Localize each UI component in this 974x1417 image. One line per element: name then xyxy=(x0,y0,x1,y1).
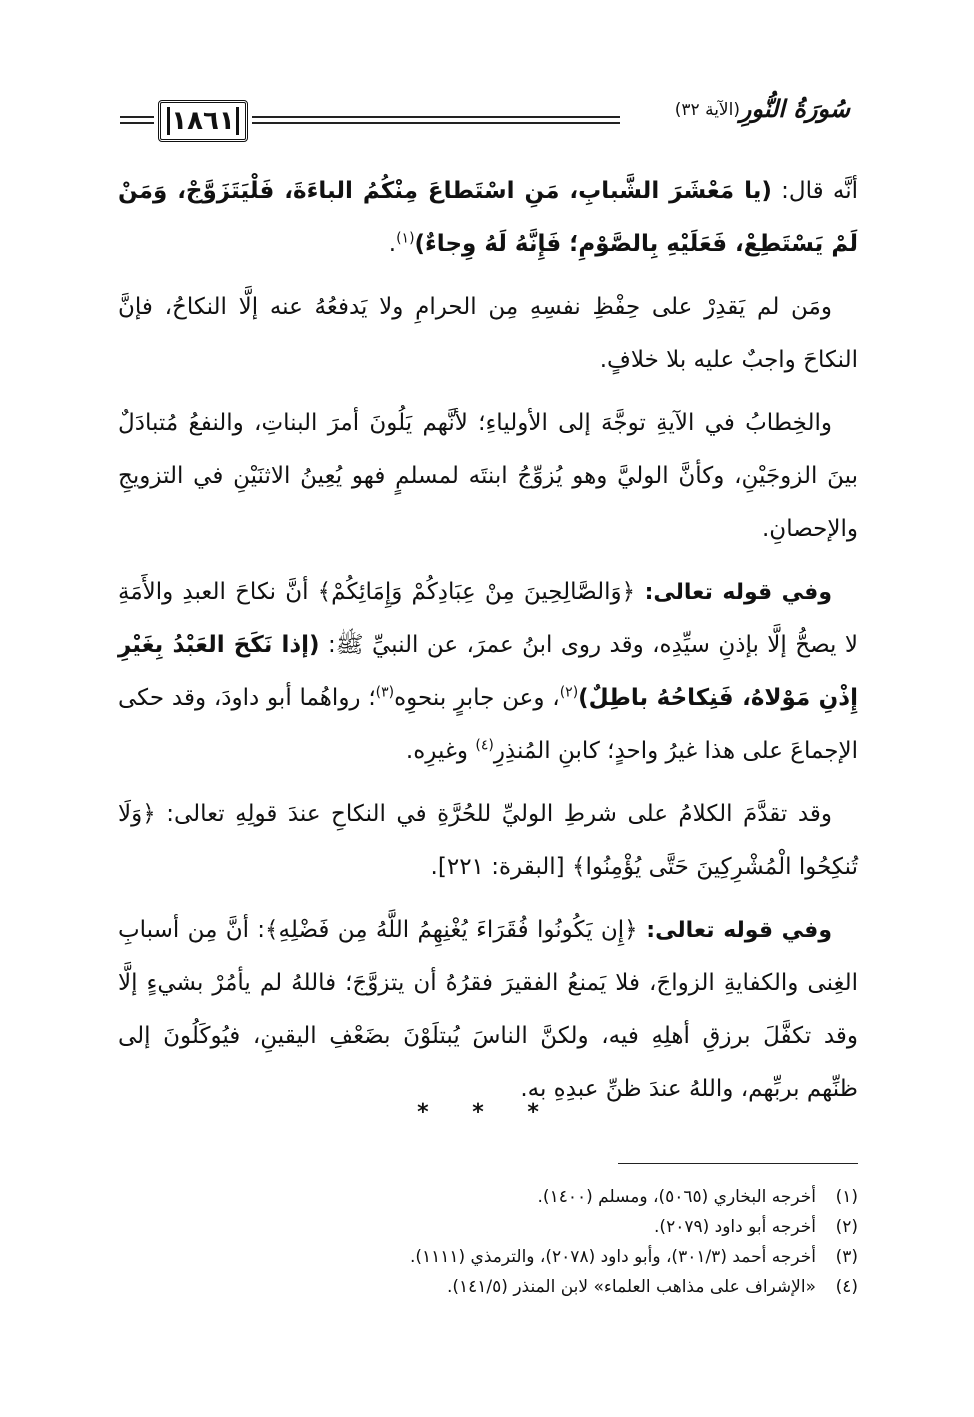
text-run: وغيرِه. xyxy=(405,738,476,764)
text-run: وقد تقدَّمَ الكلامُ على شرطِ الوليِّ للحُرَّةِ في النكاحِ عندَ قولِهِ تعالى: xyxy=(155,801,832,827)
header-rule-left xyxy=(120,116,154,132)
hadith-quote: (إذا نَكَحَ العَبْدُ بِغَيْرِ إِذْنِ مَوْلاهُ، فَنِكاحُهُ باطِلٌ) xyxy=(118,632,858,711)
page-header xyxy=(120,88,850,148)
footnote-item xyxy=(118,1272,858,1302)
paragraph-1 xyxy=(118,165,858,271)
footnote-item xyxy=(118,1242,858,1272)
quran-verse: ﴿إِن يَكُونُوا فُقَرَاءَ يُغْنِهِمُ اللَّهُ مِن فَضْلِهِ﴾ xyxy=(265,917,638,943)
footnote-number: (٤) xyxy=(835,1277,858,1297)
footnote-text: «الإشراف على مذاهب العلماء» لابن المنذر (١٤١/٥). xyxy=(446,1277,816,1297)
section-separator: * * * xyxy=(417,1100,557,1125)
paragraph-4 xyxy=(118,566,858,778)
paragraph-2: ومَن لم يَقدِرْ على حِفْظِ نفسِهِ مِن الحرامِ ولا يَدفعُهُ عنه إلَّا النكاحُ، فإنَّ النكاحَ واجبٌ عليه بلا خلافٍ. xyxy=(118,294,858,373)
text-run: . xyxy=(388,231,397,257)
footnote-item xyxy=(118,1212,858,1242)
text-run: أنَّه قال: xyxy=(771,178,858,204)
footnote-text: أخرجه أحمد (٣٠١/٣)، وأبو داود (٢٠٧٨)، والترمذي (١١١١). xyxy=(409,1247,816,1267)
footnote-ref: (١) xyxy=(396,230,415,247)
paragraph-6 xyxy=(118,904,858,1116)
lead-phrase: وفي قوله تعالى: xyxy=(635,580,833,605)
hadith-quote: (يا مَعْشَرَ الشَّبابِ، مَنِ اسْتَطاعَ مِنْكُمُ الباءَةَ، فَلْيَتَزَوَّجْ، وَمَنْ لَمْ يَسْتَطِعْ، فَعَلَيْهِ بِالصَّوْمِ؛ فَإِنَّهُ لَهُ وِجاءٌ) xyxy=(118,178,858,257)
text-run: : أنَّ مِن أسبابِ الغِنى والكفايةِ الزواجَ، فلا يَمنعُ الفقيرَ فقرُهُ أن يتزوَّجَ؛ فاللهُ لم يأمُرْ بشيءٍ إلَّا وقد تكفَّلَ برزقِ أهلِهِ فيه، ولكنَّ الناسَ يُبتلَوْنَ بضَعْفِ اليقينِ، فيُوكَلُونَ إلى ظنِّهم بربِّهم، واللهُ عندَ ظنِّ عبدِهِ به. xyxy=(118,917,858,1102)
footnote-ref: (٢) xyxy=(559,684,579,701)
footnote-divider xyxy=(618,1163,858,1164)
footnote-text: أخرجه أبو داود (٢٠٧٩). xyxy=(654,1217,816,1237)
paragraph-5 xyxy=(118,788,858,894)
ayah-reference: (الآية ٣٢) xyxy=(674,100,740,120)
surah-title: سُورَةُ النُّورِ xyxy=(739,94,850,123)
quran-verse: ﴿وَلَا تُنكِحُوا الْمُشْرِكِينَ حَتَّى يُؤْمِنُوا﴾ xyxy=(118,801,858,880)
lead-phrase: وفي قوله تعالى: xyxy=(637,918,832,943)
footnotes xyxy=(118,1182,858,1302)
text-run: أنَّ نكاحَ العبدِ والأَمَةِ لا يصحُّ إلَّا بإذنِ سيِّدِه، وقد روى ابنُ عمرَ، عن النبيِّ ﷺ: xyxy=(118,579,859,658)
main-text xyxy=(118,165,858,1126)
footnote-ref: (٣) xyxy=(375,684,395,701)
text-run: [البقرة: ٢٢١]. xyxy=(430,854,572,880)
page-number: ١٨٦١ xyxy=(158,100,248,142)
quran-verse: ﴿وَالصَّالِحِينَ مِنْ عِبَادِكُمْ وَإِمَائِكُمْ﴾ xyxy=(317,579,636,605)
footnote-number: (٢) xyxy=(835,1217,858,1237)
paragraph-3: والخِطابُ في الآيةِ توجَّهَ إلى الأولياءِ؛ لأنَّهم يَلُونَ أمرَ البناتِ، والنفعُ مُتبادَلٌ بينَ الزوجَيْنِ، وكأنَّ الوليَّ وهو يُزوِّجُ ابنتَه لمسلمٍ فهو يُعِينُ الاثنَيْنِ في التزويجِ والإحصانِ. xyxy=(118,410,858,542)
footnote-ref: (٤) xyxy=(475,737,494,754)
text-run: ؛ رواهُما أبو داودَ، وقد حكى الإجماعَ على هذا غيرُ واحدٍ؛ كابنِ المُنذِرِ xyxy=(118,685,858,764)
footnote-number: (٣) xyxy=(835,1247,858,1267)
footnote-number: (١) xyxy=(835,1187,858,1207)
header-rule xyxy=(252,116,620,132)
text-run: ، وعن جابرٍ بنحوِه xyxy=(394,685,560,711)
footnote-item xyxy=(118,1182,858,1212)
footnote-text: أخرجه البخاري (٥٠٦٥)، ومسلم (١٤٠٠). xyxy=(537,1187,816,1207)
